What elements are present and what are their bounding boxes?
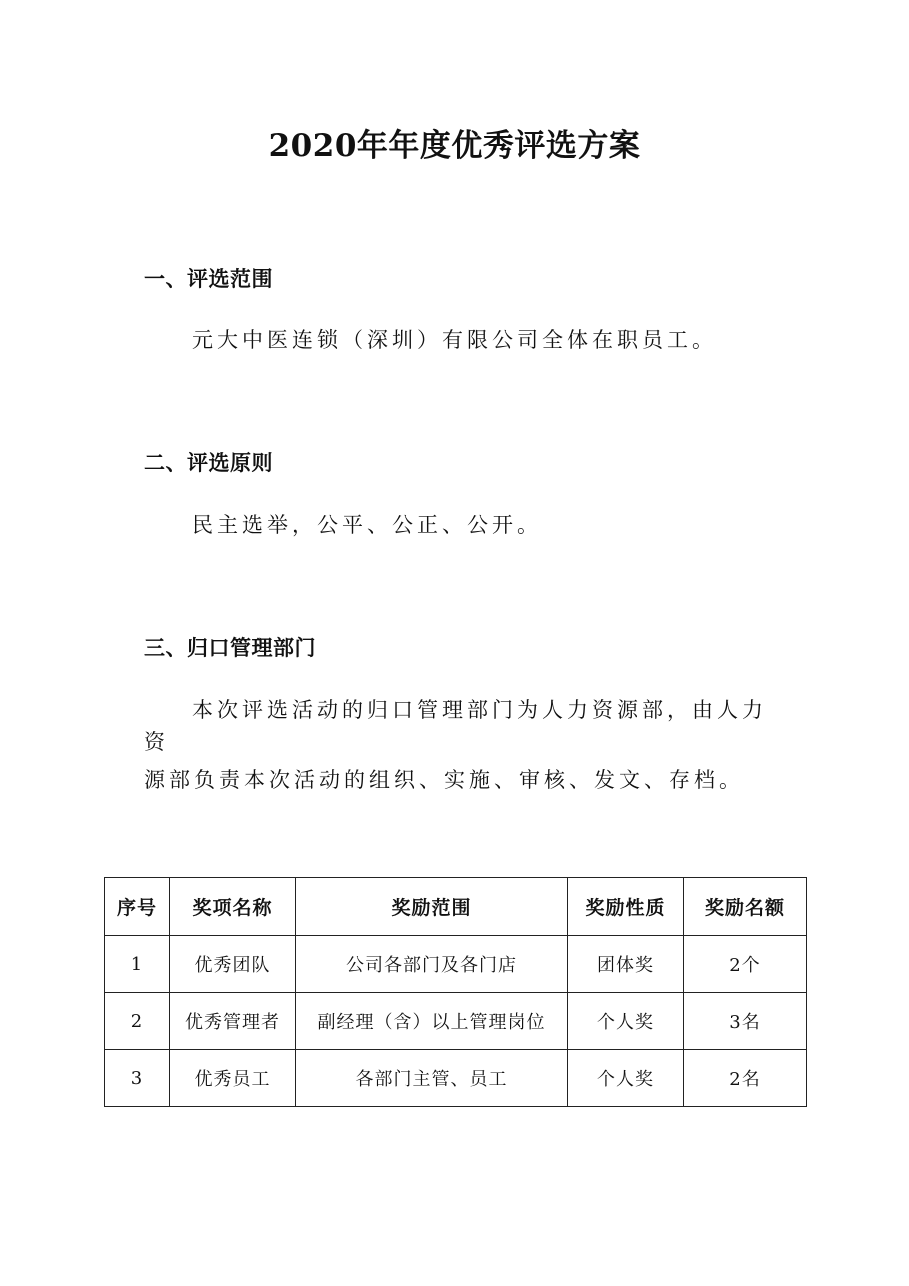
section-body-department-line2: 源部负责本次活动的组织、实施、审核、发文、存档。 <box>144 768 744 792</box>
section-body-principle: 民主选举，公平、公正、公开。 <box>192 513 542 537</box>
document-title: 2020年年度优秀评选方案 <box>268 128 641 164</box>
cell-award-quota: 3名 <box>684 993 807 1050</box>
cell-award-type: 团体奖 <box>568 936 684 993</box>
section-heading-principle: 二、评选原则 <box>144 450 273 475</box>
section-body-scope: 元大中医连锁（深圳）有限公司全体在职员工。 <box>192 328 717 352</box>
table-row <box>105 936 807 993</box>
cell-award-name: 优秀团队 <box>170 936 296 993</box>
header-award-type: 奖励性质 <box>568 878 684 936</box>
header-award-scope: 奖励范围 <box>296 878 568 936</box>
table-header-row <box>105 878 807 936</box>
section-heading-scope: 一、评选范围 <box>144 266 273 291</box>
header-award-name: 奖项名称 <box>170 878 296 936</box>
cell-award-scope: 副经理（含）以上管理岗位 <box>296 993 568 1050</box>
section-heading-department: 三、归口管理部门 <box>144 635 316 660</box>
cell-award-quota: 2名 <box>684 1050 807 1107</box>
table-row <box>105 993 807 1050</box>
cell-award-scope: 公司各部门及各门店 <box>296 936 568 993</box>
header-index: 序号 <box>105 878 170 936</box>
cell-award-name: 优秀员工 <box>170 1050 296 1107</box>
cell-award-name: 优秀管理者 <box>170 993 296 1050</box>
cell-award-type: 个人奖 <box>568 993 684 1050</box>
cell-index: 3 <box>105 1050 170 1107</box>
table-row <box>105 1050 807 1107</box>
cell-award-quota: 2个 <box>684 936 807 993</box>
cell-award-scope: 各部门主管、员工 <box>296 1050 568 1107</box>
cell-index: 1 <box>105 936 170 993</box>
awards-table <box>104 877 807 1107</box>
cell-award-type: 个人奖 <box>568 1050 684 1107</box>
header-award-quota: 奖励名额 <box>684 878 807 936</box>
section-body-department-line1: 本次评选活动的归口管理部门为人力资源部，由人力资 <box>144 698 767 754</box>
cell-index: 2 <box>105 993 170 1050</box>
